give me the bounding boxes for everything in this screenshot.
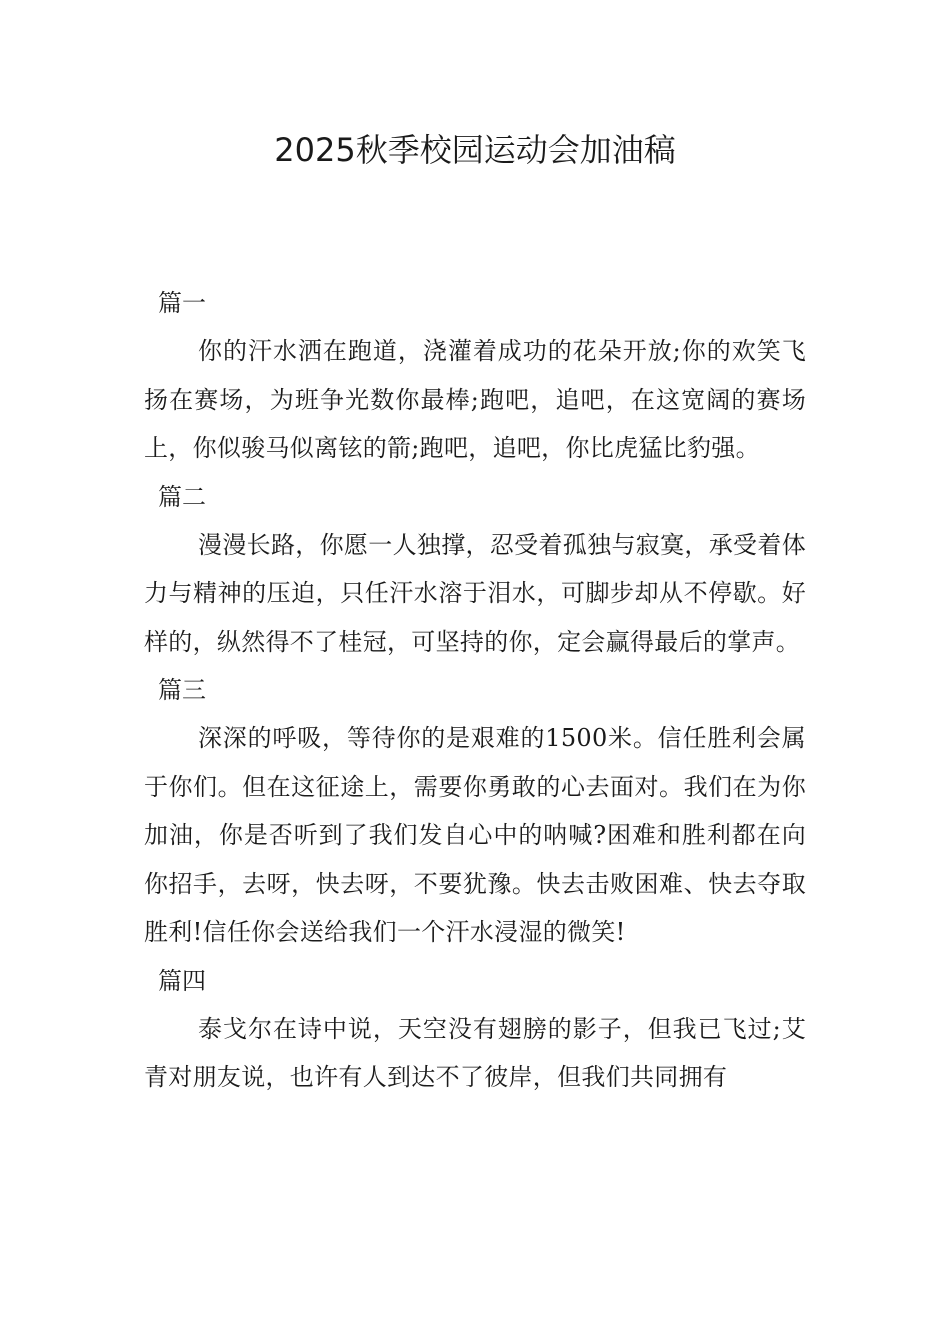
section-heading: 篇四 bbox=[158, 966, 206, 995]
section-2 bbox=[144, 473, 806, 667]
section-paragraph: 泰戈尔在诗中说，天空没有翅膀的影子，但我已飞过;艾青对朋友说，也许有人到达不了彼岸，但我们共同拥有 bbox=[144, 1014, 806, 1091]
section-3 bbox=[144, 666, 806, 957]
section-4 bbox=[144, 957, 806, 1102]
section-paragraph: 深深的呼吸，等待你的是艰难的1500米。信任胜利会属于你们。但在这征途上，需要你勇敢的心去面对。我们在为你加油，你是否听到了我们发自心中的呐喊?困难和胜利都在向你招手，去呀，快去呀，不要犹豫。快去击败困难、快去夺取胜利!信任你会送给我们一个汗水浸湿的微笑! bbox=[144, 724, 806, 946]
section-heading: 篇三 bbox=[158, 676, 206, 704]
section-heading: 篇一 bbox=[158, 289, 206, 317]
section-paragraph: 漫漫长路，你愿一人独撑，忍受着孤独与寂寞，承受着体力与精神的压迫，只任汗水溶于泪水，可脚步却从不停歇。好样的，纵然得不了桂冠，可坚持的你，定会赢得最后的掌声。 bbox=[144, 530, 806, 656]
section-heading: 篇二 bbox=[158, 482, 206, 511]
document-title: 2025秋季校园运动会加油稿 bbox=[274, 131, 676, 169]
document-body bbox=[144, 279, 806, 1102]
section-paragraph: 你的汗水洒在跑道，浇灌着成功的花朵开放;你的欢笑飞扬在赛场，为班争光数你最棒;跑吧，追吧，在这宽阔的赛场上，你似骏马似离铉的箭;跑吧，追吧，你比虎猛比豹强。 bbox=[144, 337, 806, 462]
section-1 bbox=[144, 279, 806, 473]
